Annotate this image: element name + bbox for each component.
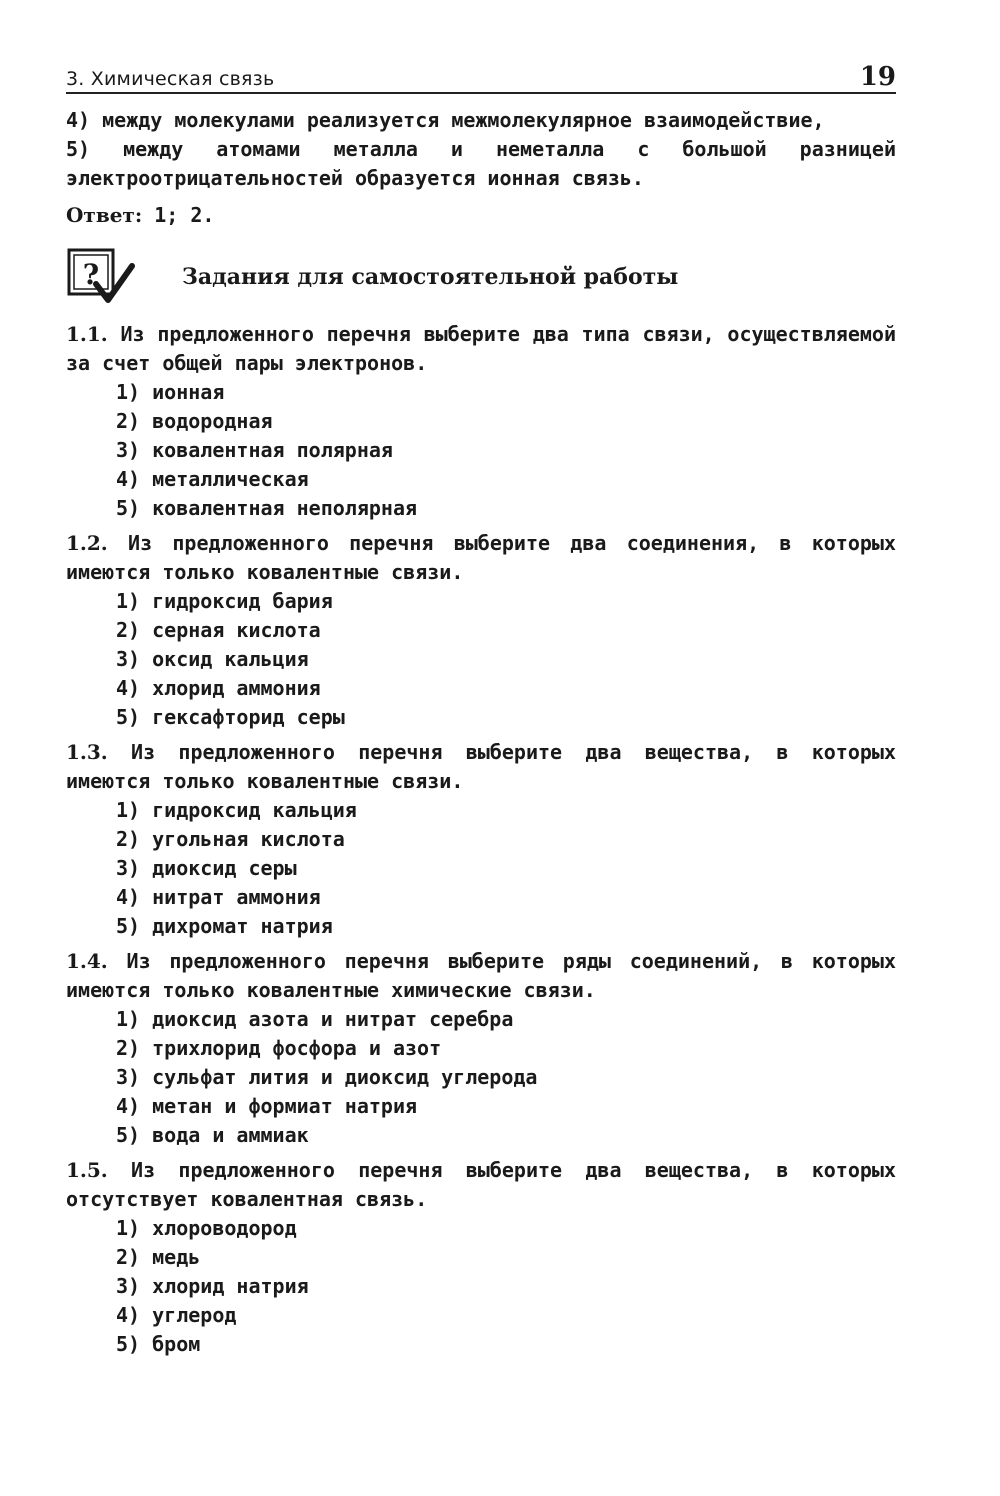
option-item: 4) металлическая (116, 467, 309, 491)
task-question-text: Из предложенного перечня выберите два типа связи, осуществляемой за счет общей пары электронов. (66, 322, 897, 375)
option-item: 4) хлорид аммония (116, 676, 321, 700)
option-item: 1) диоксид азота и нитрат серебра (116, 1007, 514, 1031)
task-question-text: Из предложенного перечня выберите два соединения, в которых имеются только ковалентные связи. (66, 531, 896, 584)
task-1-1 (66, 320, 896, 523)
option-list (66, 1214, 896, 1359)
option-item: 1) гидроксид бария (116, 589, 333, 613)
task-number: 1.2. (66, 531, 108, 555)
page-number: 19 (859, 62, 896, 92)
intro-line-5: 5) между атомами металла и неметалла с большой разницей электроотрицательностей образуется ионная связь. (66, 137, 896, 190)
task-question (66, 1156, 896, 1214)
option-list (66, 587, 896, 732)
task-1-5 (66, 1156, 896, 1359)
task-1-2 (66, 529, 896, 732)
option-item: 4) нитрат аммония (116, 885, 321, 909)
running-head (66, 56, 896, 94)
chapter-title: 3. Химическая связь (66, 68, 275, 90)
option-item: 3) оксид кальция (116, 647, 309, 671)
option-list (66, 796, 896, 941)
task-question-text: Из предложенного перечня выберите два вещества, в которых отсутствует ковалентная связь. (66, 1158, 896, 1211)
option-list (66, 1005, 896, 1150)
option-item: 5) вода и аммиак (116, 1123, 309, 1147)
option-item: 3) диоксид серы (116, 856, 297, 880)
answer-label: Ответ: (66, 203, 143, 227)
option-item: 3) хлорид натрия (116, 1274, 309, 1298)
task-number: 1.4. (66, 949, 108, 973)
answer-value: 1; 2. (154, 203, 215, 227)
option-item: 4) углерод (116, 1303, 237, 1327)
previous-answer-block (66, 106, 896, 230)
option-item: 5) бром (116, 1332, 201, 1356)
task-number: 1.5. (66, 1158, 108, 1182)
task-number: 1.3. (66, 740, 108, 764)
option-item: 3) сульфат лития и диоксид углерода (116, 1065, 538, 1089)
option-item: 1) ионная (116, 380, 225, 404)
option-item: 5) ковалентная неполярная (116, 496, 418, 520)
task-question (66, 529, 896, 587)
option-item: 2) угольная кислота (116, 827, 345, 851)
option-item: 5) дихромат натрия (116, 914, 333, 938)
option-item: 2) медь (116, 1245, 201, 1269)
answer-line (66, 201, 896, 230)
task-question (66, 947, 896, 1005)
task-question-text: Из предложенного перечня выберите ряды соединений, в которых имеются только ковалентные химические связи. (66, 949, 896, 1002)
task-question (66, 738, 896, 796)
option-item: 2) трихлорид фосфора и азот (116, 1036, 442, 1060)
option-item: 4) метан и формиат натрия (116, 1094, 418, 1118)
option-item: 1) гидроксид кальция (116, 798, 357, 822)
task-1-4 (66, 947, 896, 1150)
question-mark-glyph: ? (82, 258, 100, 291)
book-page (66, 56, 896, 1359)
task-1-3 (66, 738, 896, 941)
option-item: 2) серная кислота (116, 618, 321, 642)
option-item: 2) водородная (116, 409, 273, 433)
section-heading (66, 244, 896, 314)
option-item: 5) гексафторид серы (116, 705, 345, 729)
question-check-icon (66, 244, 136, 308)
intro-line-4: 4) между молекулами реализуется межмолекулярное взаимодействие, (66, 108, 825, 132)
option-item: 1) хлороводород (116, 1216, 297, 1240)
option-item: 3) ковалентная полярная (116, 438, 393, 462)
option-list (66, 378, 896, 523)
task-question-text: Из предложенного перечня выберите два вещества, в которых имеются только ковалентные связи. (66, 740, 896, 793)
task-number: 1.1. (66, 322, 108, 346)
section-title: Задания для самостоятельной работы (182, 264, 679, 290)
task-question (66, 320, 896, 378)
